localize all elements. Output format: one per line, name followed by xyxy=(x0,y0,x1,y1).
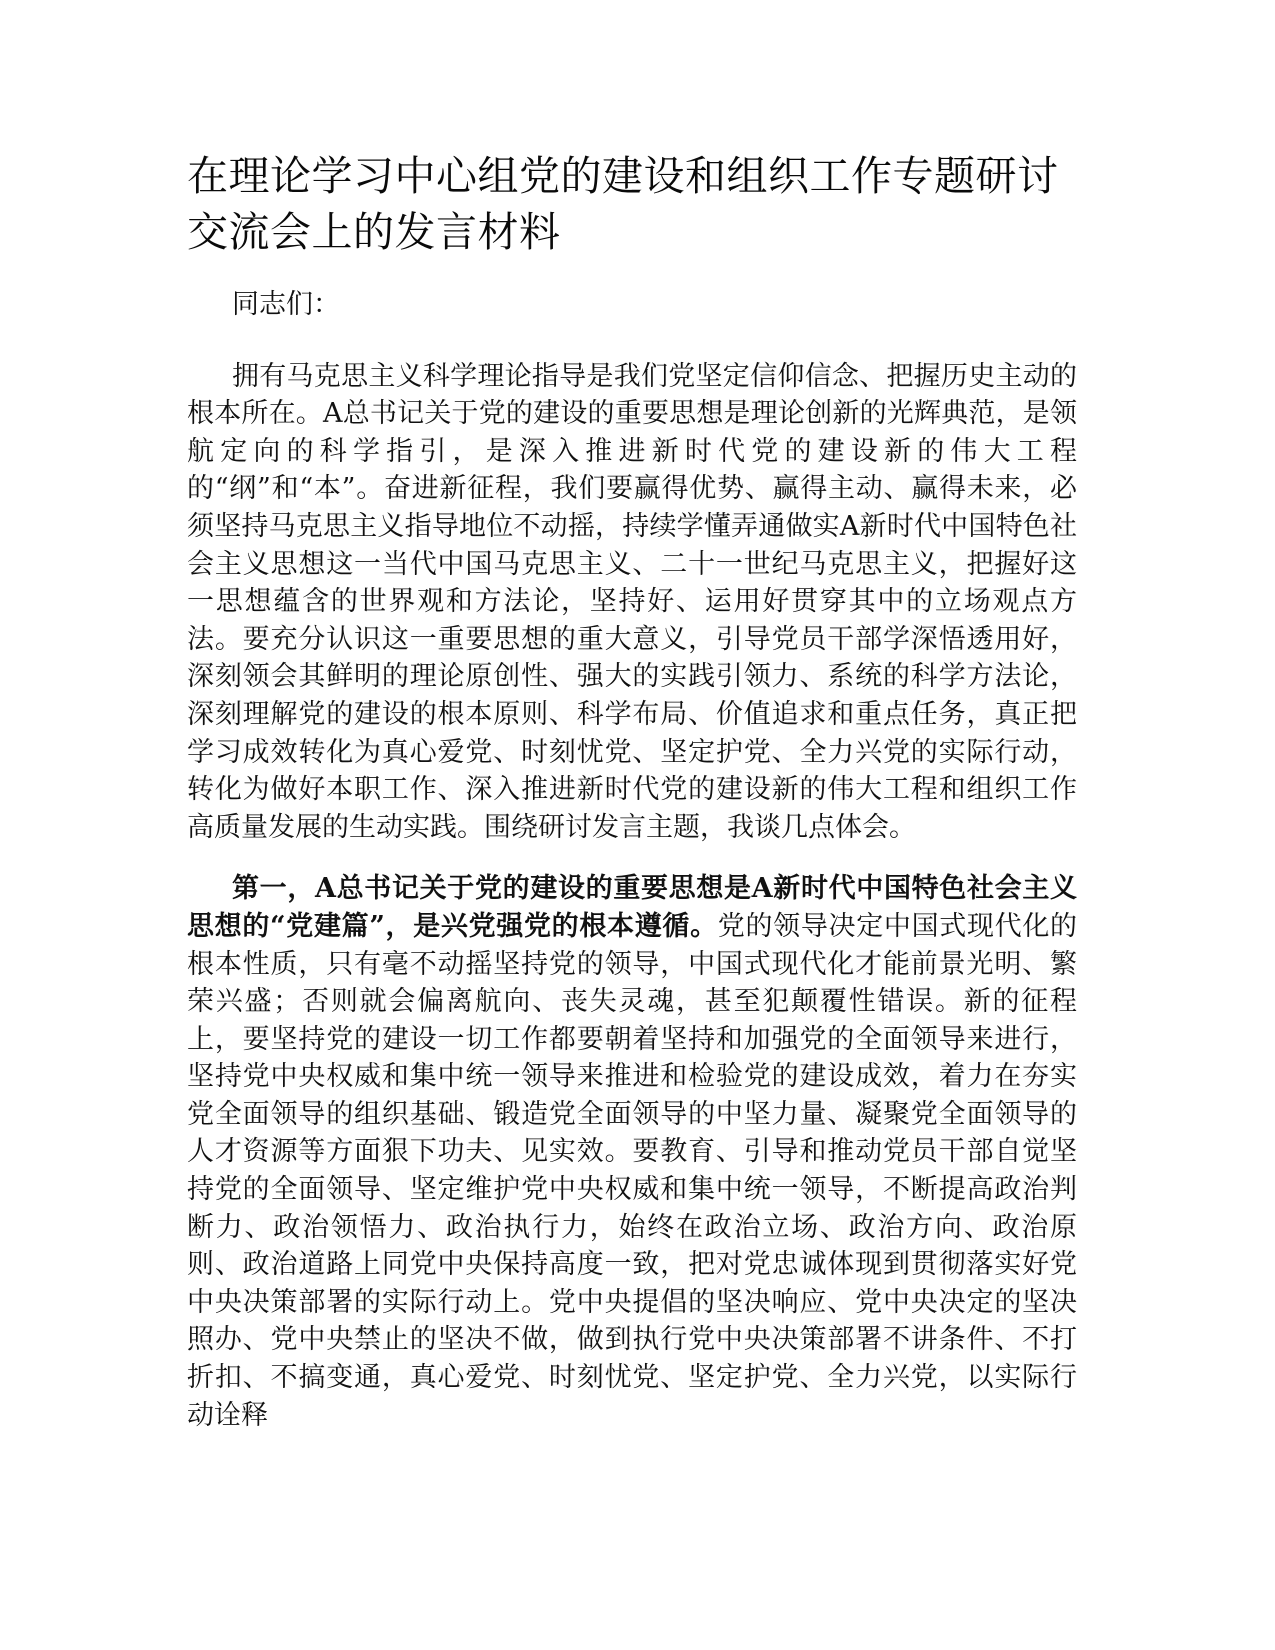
document-body xyxy=(187,148,1077,1434)
paragraph-intro: 拥有马克思主义科学理论指导是我们党坚定信仰信念、把握历史主动的根本所在。A总书记关于党的建设的重要思想是理论创新的光辉典范，是领航定向的科学指引，是深入推进新时代党的建设新的伟大工程的“纲”和“本”。奋进新征程，我们要赢得优势、赢得主动、赢得未来，必须坚持马克思主义指导地位不动摇，持续学懂弄通做实A新时代中国特色社会主义思想这一当代中国马克思主义、二十一世纪马克思主义，把握好这一思想蕴含的世界观和方法论，坚持好、运用好贯穿其中的立场观点方法。要充分认识这一重要思想的重大意义，引导党员干部学深悟透用好，深刻领会其鲜明的理论原创性、强大的实践引领力、系统的科学方法论，深刻理解党的建设的根本原则、科学布局、价值追求和重点任务，真正把学习成效转化为真心爱党、时刻忧党、坚定护党、全力兴党的实际行动，转化为做好本职工作、深入推进新时代党的建设新的伟大工程和组织工作高质量发展的生动实践。围绕研讨发言主题，我谈几点体会。 xyxy=(187,360,1077,843)
greeting: 同志们： xyxy=(232,289,340,320)
paragraph-lead-heading: 第一，A总书记关于党的建设的重要思想是A新时代中国特色社会主义思想的“党建篇”，是兴党强党的根本遵循。 xyxy=(187,873,1077,942)
paragraph-body-text: 党的领导决定中国式现代化的根本性质，只有毫不动摇坚持党的领导，中国式现代化才能前景光明、繁荣兴盛；否则就会偏离航向、丧失灵魂，甚至犯颠覆性错误。新的征程上，要坚持党的建设一切工作都要朝着坚持和加强党的全面领导来进行，坚持党中央权威和集中统一领导来推进和检验党的建设成效，着力在夯实党全面领导的组织基础、锻造党全面领导的中坚力量、凝聚党全面领导的人才资源等方面狠下功夫、见实效。要教育、引导和推动党员干部自觉坚持党的全面领导、坚定维护党中央权威和集中统一领导，不断提高政治判断力、政治领悟力、政治执行力，始终在政治立场、政治方向、政治原则、政治道路上同党中央保持高度一致，把对党忠诚体现到贯彻落实好党中央决策部署的实际行动上。党中央提倡的坚决响应、党中央决定的坚决照办、党中央禁止的坚决不做，做到执行党中央决策部署不讲条件、不打折扣、不搞变通，真心爱党、时刻忧党、坚定护党、全力兴党，以实际行动诠释 xyxy=(187,910,1078,1431)
paragraph-first-point xyxy=(187,870,1077,1434)
document-title: 在理论学习中心组党的建设和组织工作专题研讨交流会上的发言材料 xyxy=(187,152,1059,256)
